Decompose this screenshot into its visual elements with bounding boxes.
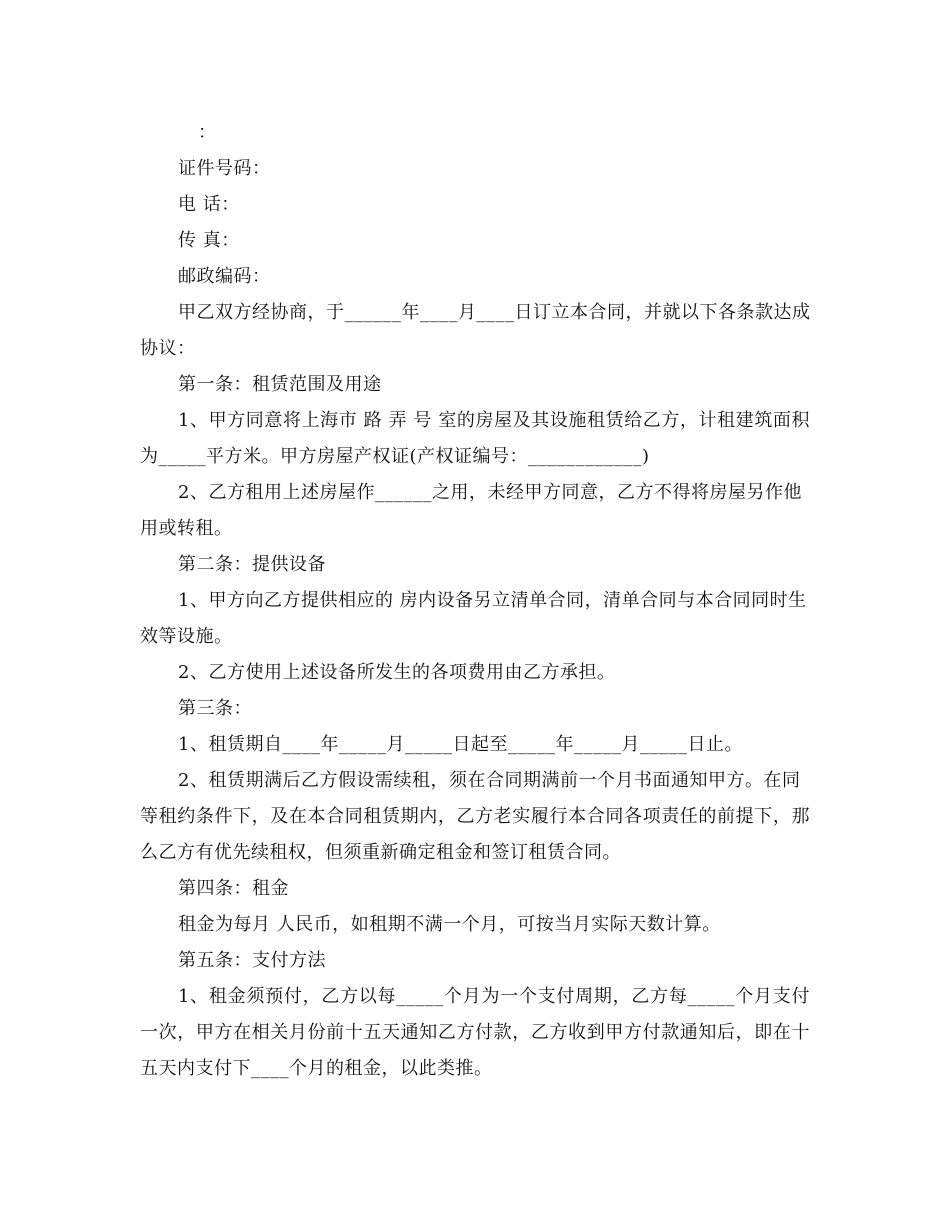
article-1-item-1-line-1: 1、甲方同意将上海市 路 弄 号 室的房屋及其设施租赁给乙方，计租建筑面积 [178, 410, 810, 431]
article-3-item-1: 1、租赁期自____年_____月_____日起至_____年_____月_____日止。 [178, 734, 743, 755]
article-2-title: 第二条：提供设备 [178, 554, 326, 575]
intro-line-1: 甲乙双方经协商，于______年____月____日订立本合同，并就以下各条款达成 [178, 302, 811, 323]
article-3-item-2-line-3: 么乙方有优先续租权，但须重新确定租金和签订租赁合同。 [140, 842, 621, 863]
article-5-item-1-line-1: 1、租金须预付，乙方以每_____个月为一个支付周期，乙方每_____个月支付 [178, 986, 810, 1007]
postal-code-label: 邮政编码： [178, 266, 271, 287]
article-3-title: 第三条： [178, 698, 252, 719]
phone-label: 电 话： [178, 194, 240, 215]
article-3-item-2-line-1: 2、租赁期满后乙方假设需续租，须在合同期满前一个月书面通知甲方。在同 [178, 770, 801, 791]
article-1-item-1-line-2: 为_____平方米。甲方房屋产权证(产权证编号：____________) [140, 446, 650, 467]
article-4-title: 第四条：租金 [178, 878, 289, 899]
article-1-item-2-line-2: 用或转租。 [140, 518, 233, 539]
fax-label: 传 真： [178, 230, 240, 251]
article-4-text: 租金为每月 人民币，如租期不满一个月，可按当月实际天数计算。 [178, 914, 721, 935]
article-2-item-2: 2、乙方使用上述设备所发生的各项费用由乙方承担。 [178, 662, 616, 683]
colon-text: ： [198, 122, 217, 143]
article-2-item-1-line-2: 效等设施。 [140, 626, 233, 647]
article-3-item-2-line-2: 等租约条件下，及在本合同租赁期内，乙方老实履行本合同各项责任的前提下，那 [140, 806, 810, 827]
intro-line-2: 协议： [140, 338, 196, 359]
article-5-title: 第五条：支付方法 [178, 950, 326, 971]
id-number-label: 证件号码： [178, 158, 271, 179]
article-1-item-2-line-1: 2、乙方租用上述房屋作______之用，未经甲方同意，乙方不得将房屋另作他 [178, 482, 802, 503]
article-5-item-1-line-2: 一次，甲方在相关月份前十五天通知乙方付款，乙方收到甲方付款通知后，即在十 [140, 1022, 810, 1043]
article-5-item-1-line-3: 五天内支付下____个月的租金，以此类推。 [140, 1058, 493, 1079]
article-1-title: 第一条：租赁范围及用途 [178, 374, 382, 395]
article-2-item-1-line-1: 1、甲方向乙方提供相应的 房内设备另立清单合同，清单合同与本合同同时生 [178, 590, 807, 611]
